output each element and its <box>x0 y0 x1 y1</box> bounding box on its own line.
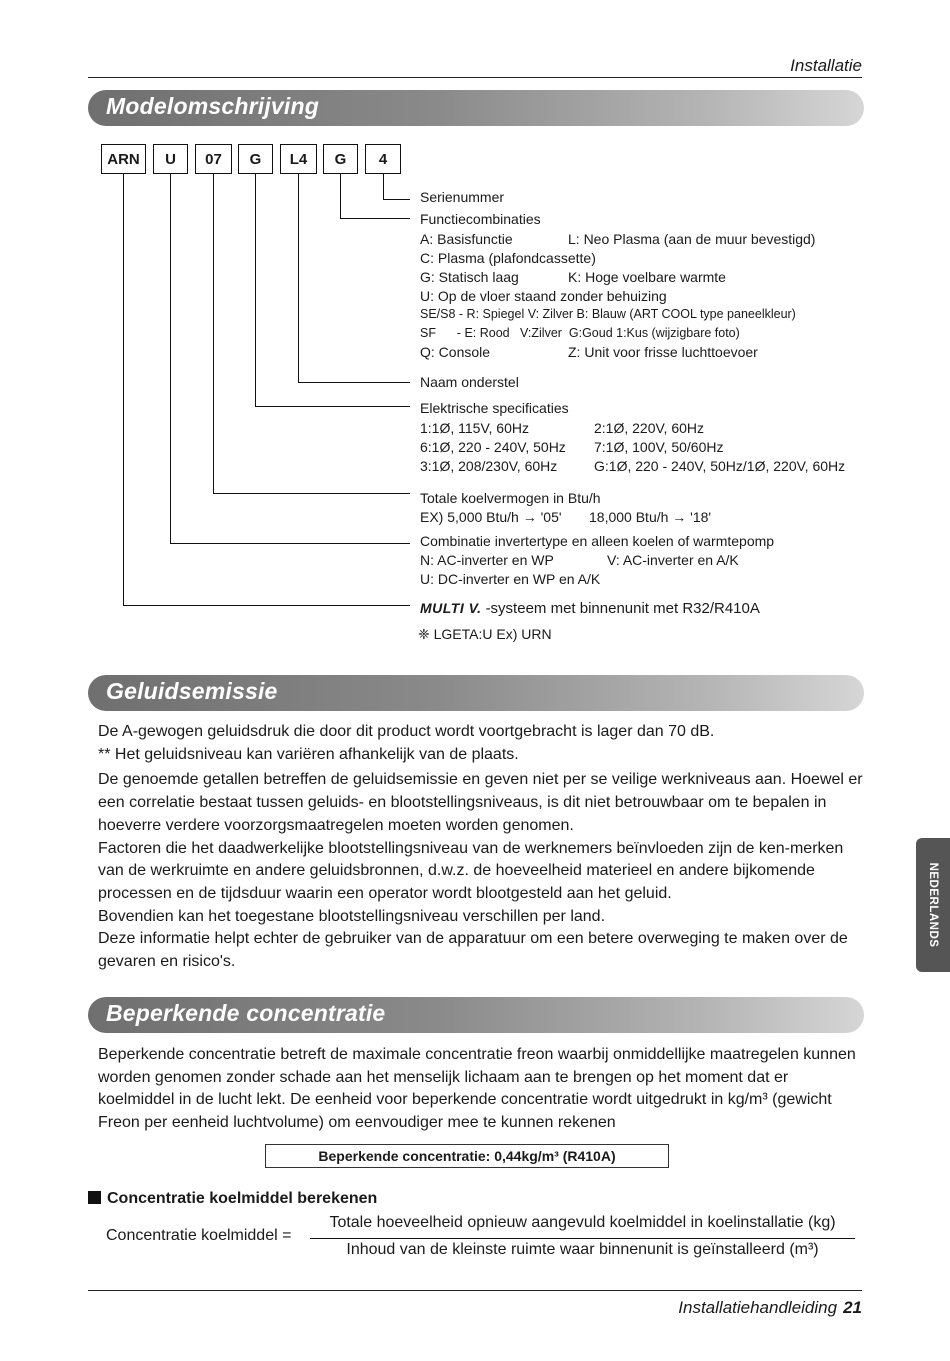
model-box-capacity: 07 <box>195 144 232 174</box>
desc-multiv <box>420 600 760 617</box>
leader-line <box>255 174 256 407</box>
noise-paragraph: De A-gewogen geluidsdruk die door dit product wordt voortgebracht is lager dan 70 dB. <box>98 723 715 740</box>
desc-elec-7: 7:1Ø, 100V, 50/60Hz <box>594 439 724 455</box>
desc-func-q: Q: Console <box>420 344 491 360</box>
desc-combo-u: U: DC-inverter en WP en A/K <box>420 571 601 587</box>
multiv-text: -systeem met binnenunit met R32/R410A <box>485 600 760 617</box>
model-note: ❈ LGETA:U Ex) URN <box>418 626 552 642</box>
model-box-function: G <box>323 144 358 174</box>
multiv-logo: MULTI V. <box>420 600 482 616</box>
desc-function-title: Functiecombinaties <box>420 211 541 227</box>
footer-title: Installatiehandleiding <box>678 1298 838 1317</box>
model-box-electric: G <box>238 144 273 174</box>
language-tab <box>916 838 950 972</box>
desc-func-u: U: Op de vloer staand zonder behuizing <box>420 288 667 304</box>
leader-line <box>123 174 124 606</box>
noise-paragraph: Factoren die het daadwerkelijke blootstellingsniveau van de werknemers beïnvloeden zijn de ken-merken van de werkruimte en andere geluidsbronnen, d.w.z. de hoeveelheid materieel en andere bijkomende processen en de tijdsduur waarin een operator wordt blootgesteld aan het geluid. <box>98 839 844 902</box>
desc-elec-2: 2:1Ø, 220V, 60Hz <box>594 420 705 436</box>
desc-combo-title: Combinatie invertertype en alleen koelen of warmtepomp <box>420 533 775 549</box>
noise-text <box>98 721 868 974</box>
noise-paragraph: De genoemde getallen betreffen de geluidsemissie en geven niet per se veilige werkniveaus aan. Hoewel er een correlatie bestaat tussen geluids- en blootstellingsniveaus, is dit niet betrouwbaar om te bepalen in hoeverre verdere voorzorgsmaatregelen moeten worden genomen. <box>98 771 863 834</box>
leader-line <box>340 174 341 219</box>
calc-subheading-text: Concentratie koelmiddel berekenen <box>107 1190 378 1207</box>
desc-combo-n: N: AC-inverter en WP <box>420 552 554 568</box>
desc-func-sf: SF - E: Rood V:Zilver G:Goud 1:Kus (wijzigbare foto) <box>420 326 740 340</box>
desc-func-a: A: Basisfunctie <box>420 231 513 247</box>
desc-func-se: SE/S8 - R: Spiegel V: Zilver B: Blauw (ART COOL type paneelkleur) <box>420 307 796 321</box>
model-box-type: U <box>153 144 188 174</box>
formula-left: Concentratie koelmiddel = <box>106 1227 292 1244</box>
section-header: Installatie <box>790 56 862 75</box>
leader-line <box>213 493 410 494</box>
model-box-serial: 4 <box>365 144 401 174</box>
square-bullet-icon <box>88 1191 101 1204</box>
page-number: 21 <box>843 1298 862 1317</box>
leader-line <box>383 174 384 200</box>
leader-line <box>340 218 410 219</box>
desc-func-k: K: Hoge voelbare warmte <box>568 269 726 285</box>
desc-elec-3: 3:1Ø, 208/230V, 60Hz <box>420 458 558 474</box>
limit-paragraph: Beperkende concentratie betreft de maximale concentratie freon waarbij onmiddellijke maatregelen kunnen worden genomen zonder schade aan het menselijk lichaam aan te brengen op het moment dat er koelmiddel in de lucht lekt. De eenheid voor beperkende concentratie wordt uitgedrukt in kg/m³ (gewicht Freon per eenheid luchtvolume) om eenvoudiger mee te kunnen rekenen <box>98 1046 856 1132</box>
desc-chassis: Naam onderstel <box>420 374 519 390</box>
fraction-line <box>310 1238 855 1239</box>
desc-elec-title: Elektrische specificaties <box>420 400 569 416</box>
leader-line <box>170 174 171 544</box>
leader-line <box>298 382 410 383</box>
leader-line <box>170 543 410 544</box>
section-title: Modelomschrijving <box>106 93 319 119</box>
limit-text <box>98 1044 868 1135</box>
language-tab-label: NEDERLANDS <box>927 862 939 948</box>
desc-capacity-ex1: EX) 5,000 Btu/h → '05' <box>420 509 562 525</box>
desc-capacity-title: Totale koelvermogen in Btu/h <box>420 490 601 506</box>
desc-func-g: G: Statisch laag <box>420 269 519 285</box>
leader-line <box>298 174 299 383</box>
desc-elec-6: 6:1Ø, 220 - 240V, 50Hz <box>420 439 566 455</box>
noise-paragraph: Deze informatie helpt echter de gebruiker van de apparatuur om een betere overweging te maken over de gevaren en risico's. <box>98 930 848 971</box>
desc-func-z: Z: Unit voor frisse luchttoevoer <box>568 344 758 360</box>
desc-capacity-ex2: 18,000 Btu/h → '18' <box>589 509 712 525</box>
desc-elec-1: 1:1Ø, 115V, 60Hz <box>420 420 529 436</box>
section-title: Beperkende concentratie <box>106 1000 386 1026</box>
section-banner-limit <box>88 997 864 1033</box>
limit-value-box: Beperkende concentratie: 0,44kg/m³ (R410A) <box>265 1144 669 1168</box>
leader-line <box>383 199 410 200</box>
page-footer <box>678 1298 862 1318</box>
footer-rule <box>88 1290 862 1291</box>
desc-combo-v: V: AC-inverter en A/K <box>607 552 739 568</box>
desc-func-l: L: Neo Plasma (aan de muur bevestigd) <box>568 231 816 247</box>
section-banner-noise <box>88 675 864 711</box>
calc-subheading <box>88 1190 377 1208</box>
header-rule <box>88 77 862 78</box>
desc-elec-g: G:1Ø, 220 - 240V, 50Hz/1Ø, 220V, 60Hz <box>594 458 846 474</box>
model-box-chassis: L4 <box>280 144 317 174</box>
noise-paragraph: ** Het geluidsniveau kan variëren afhankelijk van de plaats. <box>98 745 519 763</box>
desc-serial: Serienummer <box>420 189 505 205</box>
desc-func-c: C: Plasma (plafondcassette) <box>420 250 596 266</box>
leader-line <box>123 605 410 606</box>
formula-numerator: Totale hoeveelheid opnieuw aangevuld koelmiddel in koelinstallatie (kg) <box>329 1214 836 1231</box>
leader-line <box>255 406 410 407</box>
model-box-arn: ARN <box>101 144 146 174</box>
noise-paragraph: Bovendien kan het toegestane blootstellingsniveau verschillen per land. <box>98 907 606 925</box>
section-banner-model <box>88 90 864 126</box>
leader-line <box>213 174 214 494</box>
formula-denominator: Inhoud van de kleinste ruimte waar binnenunit is geïnstalleerd (m³) <box>346 1241 819 1258</box>
section-title: Geluidsemissie <box>106 678 278 704</box>
